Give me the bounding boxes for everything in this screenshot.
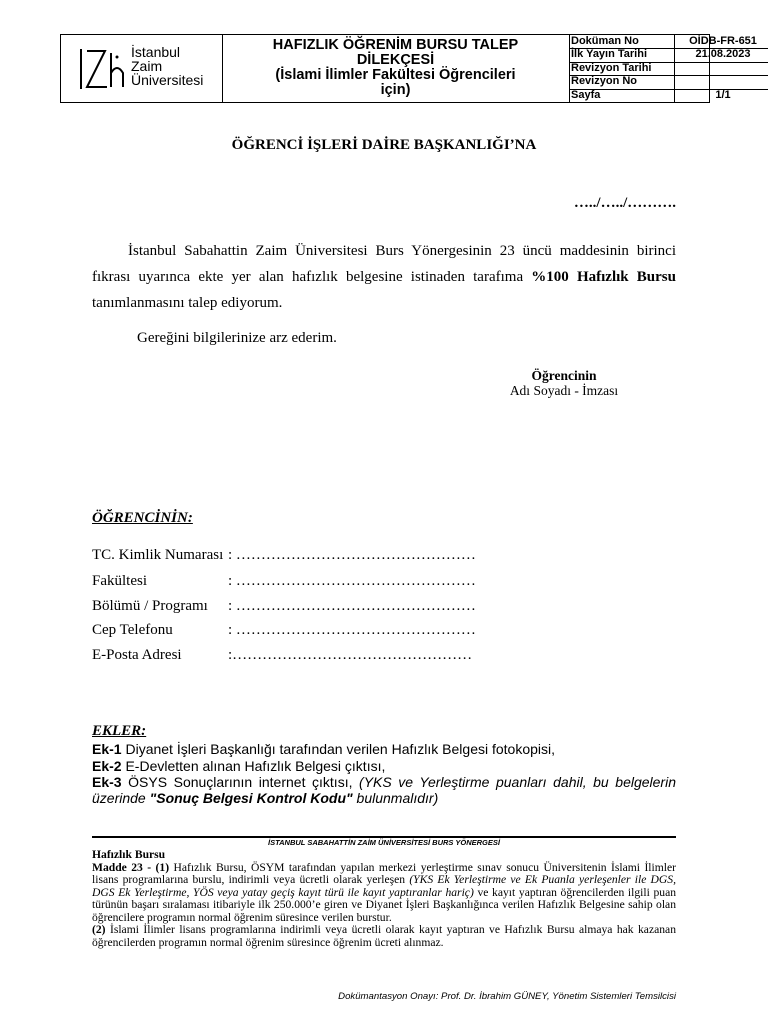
meta-row [569, 89, 768, 102]
meta-value [675, 62, 768, 75]
closing-sentence: Gereğini bilgilerinize arz ederim. [137, 330, 337, 346]
signature-sublabel: Adı Soyadı - İmzası [509, 383, 619, 398]
field-label: E-Posta Adresi [92, 647, 182, 663]
attachment-text: Diyanet İşleri Başkanlığı tarafından verilen Hafızlık Belgesi fotokopisi, [121, 741, 556, 757]
form-title [222, 35, 570, 102]
logo-line-universitesi: Üniversitesi [131, 72, 204, 88]
field-value: : ………………………………………… [228, 547, 476, 563]
title-line-1: HAFIZLIK ÖĞRENİM BURSU TALEP [272, 37, 519, 53]
regulation-text-b: ve kayıt yaptıran öğrencilerden ilgili puan türünün başarı sıralaması itibariyle ilk 250.000’e giren ve Diyanet İşleri Başkanlığınca verilen Hafızlık Belgesine sahip olan öğrencilere programın normal öğrenim süresince verilen burstur. [92, 885, 677, 924]
attachment-note-bold: "Sonuç Belgesi Kontrol Kodu" [149, 790, 353, 806]
documentation-approval: Dokümantasyon Onayı: Prof. Dr. İbrahim GÜNEY, Yönetim Sistemleri Temsilcisi [338, 991, 676, 1002]
field-value: : ………………………………………… [228, 622, 476, 638]
regulation-madde-label: Madde 23 - (1) [92, 860, 170, 874]
field-label: Fakültesi [92, 573, 147, 589]
student-field-tc [92, 547, 476, 564]
meta-key: Doküman No [569, 35, 675, 48]
meta-key: Revizyon Tarihi [569, 62, 675, 75]
meta-row [569, 48, 768, 62]
title-line-4: için) [380, 82, 411, 98]
attachment-1 [92, 741, 676, 757]
regulation-paragraph-2 [92, 924, 676, 949]
field-label: Cep Telefonu [92, 622, 173, 638]
request-text-bold: %100 Hafızlık Bursu [531, 269, 676, 285]
logo-line-istanbul: İstanbul [131, 44, 181, 60]
attachment-label: Ek-1 [92, 741, 122, 757]
meta-value: 1/1 [715, 88, 731, 101]
logo-line-zaim: Zaim [131, 58, 163, 74]
attachment-3 [92, 774, 676, 806]
field-label: TC. Kimlik Numarası [92, 547, 224, 563]
meta-value: OİDB-FR-651 [689, 35, 757, 47]
document-header [60, 34, 757, 103]
meta-row [569, 75, 768, 89]
attachment-text: E-Devletten alınan Hafızlık Belgesi çıktısı, [121, 758, 386, 774]
field-value: : ………………………………………… [228, 598, 476, 614]
document-meta-table [569, 35, 768, 102]
attachment-2 [92, 758, 676, 774]
meta-key: İlk Yayın Tarihi [569, 48, 675, 61]
request-text-b: tanımlanmasını talep ediyorum. [92, 295, 283, 311]
student-field-faculty [92, 573, 476, 590]
regulation-text-italic: (YKS Ek Yerleştirme ve Ek Puanla yerleşenler ile DGS, DGS Ek Yerleştirme, YÖS veya yatay geçiş kayıt türü ile kayıt yaptıranlar hariç) [92, 873, 676, 899]
university-logo-icon [75, 43, 135, 95]
regulation-title: İSTANBUL SABAHATTİN ZAİM ÜNİVERSİTESİ BURS YÖNERGESİ [268, 838, 500, 847]
meta-key: Sayfa [569, 89, 675, 102]
title-line-3: (İslami İlimler Fakültesi Öğrencileri [275, 67, 516, 83]
regulation-p2-text: İslami İlimler lisans programlarına indirimli veya ücretli olarak kayıt yaptıran ve Hafızlık Bursu almaya hak kazanan öğrencilerden programın normal öğrenim süresince öğrenim ücreti alınmaz. [92, 923, 676, 949]
regulation-section: Hafızlık Bursu [92, 848, 166, 861]
meta-value [675, 75, 768, 88]
field-value: : ………………………………………… [228, 573, 476, 589]
meta-value: 21.08.2023 [695, 48, 751, 61]
meta-key: Revizyon No [569, 75, 675, 88]
regulation-text-a: Hafızlık Bursu, ÖSYM tarafından yapılan merkezi yerleştirme sınav sonucu Üniversitenin İslami İlimler lisans programlarına burslu, indirimli veya ücretli olarak yerleşen [92, 860, 676, 886]
field-label: Bölümü / Programı [92, 598, 208, 614]
student-section-heading: ÖĞRENCİNİN: [92, 510, 193, 526]
request-paragraph [92, 238, 676, 316]
field-value: :………………………………………… [228, 647, 473, 663]
meta-row [569, 62, 768, 76]
title-line-2: DİLEKÇESİ [356, 52, 435, 68]
attachment-label: Ek-3 [92, 774, 122, 790]
logo-cell [61, 35, 223, 102]
date-placeholder: …../…../………. [573, 195, 676, 211]
attachment-text: ÖSYS Sonuçlarının internet çıktısı, [121, 774, 360, 790]
student-field-email [92, 647, 472, 664]
attachment-note: (YKS ve Yerleştirme puanları dahil, bu belgelerin üzerinde [92, 774, 676, 806]
signature-label: Öğrencinin [531, 368, 597, 383]
student-field-department [92, 598, 476, 615]
addressee-heading: ÖĞRENCİ İŞLERİ DAİRE BAŞKANLIĞI’NA [231, 137, 537, 153]
regulation-p2-label: (2) [92, 923, 106, 936]
request-text-a: İstanbul Sabahattin Zaim Üniversitesi Burs Yönergesinin 23 üncü maddesinin birinci fıkrası uyarınca ekte yer alan hafızlık belgesine istinaden tarafıma [92, 243, 676, 285]
regulation-text [92, 849, 676, 949]
attachments-heading: EKLER: [92, 723, 147, 739]
regulation-paragraph-1 [92, 862, 676, 925]
attachment-note-end: bulunmalıdır) [352, 790, 439, 806]
student-field-phone [92, 622, 476, 639]
attachment-label: Ek-2 [92, 758, 122, 774]
